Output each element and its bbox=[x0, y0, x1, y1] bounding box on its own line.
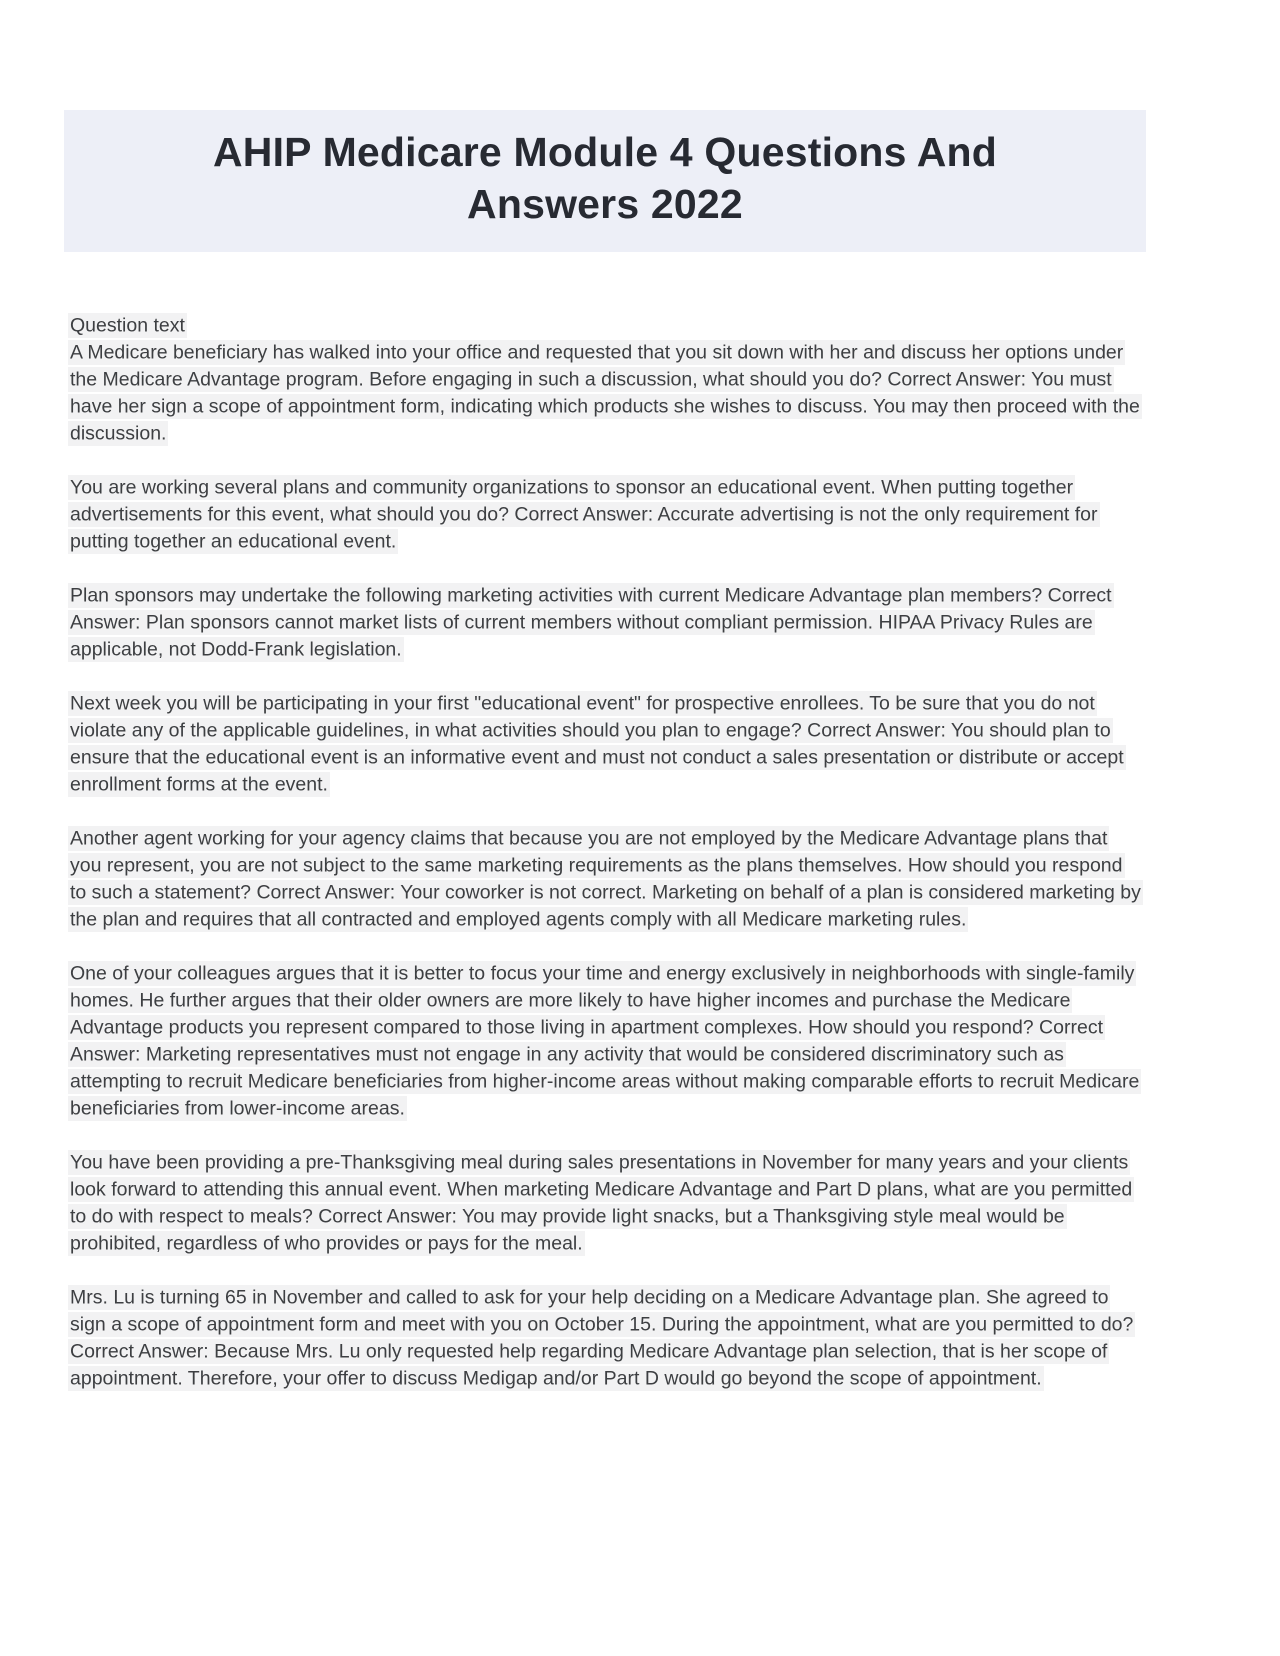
qa-paragraph bbox=[68, 960, 1144, 1122]
highlighted-text: You are working several plans and community organizations to sponsor an educational event. When putting together advertisements for this event, what should you do? Correct Answer: Accurate advertising is not the only requirement for putting together an educational event. bbox=[70, 476, 1098, 552]
qa-paragraph bbox=[68, 339, 1144, 447]
highlighted-text: You have been providing a pre-Thanksgiving meal during sales presentations in November for many years and your clients look forward to attending this annual event. When marketing Medicare Advantage and Part D plans, what are you permitted to do with respect to meals? Correct Answer: You may provide light snacks, but a Thanksgiving style meal would be prohibited, regardless of who provides or pays for the meal. bbox=[70, 1151, 1133, 1254]
paragraph-list bbox=[68, 339, 1144, 1392]
highlighted-text: Plan sponsors may undertake the following marketing activities with current Medicare Advantage plan members? Correct Answer: Plan sponsors cannot market lists of current members without compliant permission. HIPAA Privacy Rules are applicable, not Dodd-Frank legislation. bbox=[70, 584, 1112, 660]
qa-paragraph bbox=[68, 1284, 1144, 1392]
qa-paragraph bbox=[68, 582, 1144, 663]
highlighted-text: Another agent working for your agency claims that because you are not employed by the Medicare Advantage plans that you represent, you are not subject to the same marketing requirements as the plans themselves. How should you respond to such a statement? Correct Answer: Your coworker is not correct. Marketing on behalf of a plan is considered marketing by the plan and requires that all contracted and employed agents comply with all Medicare marketing rules. bbox=[70, 827, 1141, 930]
document-title-block bbox=[64, 110, 1146, 252]
highlighted-text: One of your colleagues argues that it is better to focus your time and energy exclusively in neighborhoods with single-family homes. He further argues that their older owners are more likely to have higher incomes and purchase the Medicare Advantage products you represent compared to those living in apartment complexes. How should you respond? Correct Answer: Marketing representatives must not engage in any activity that would be considered discriminatory such as attempting to recruit Medicare beneficiaries from higher-income areas without making comparable efforts to recruit Medicare beneficiaries from lower-income areas. bbox=[70, 962, 1140, 1119]
highlighted-text: Mrs. Lu is turning 65 in November and called to ask for your help deciding on a Medicare Advantage plan. She agreed to sign a scope of appointment form and meet with you on October 15. During the appointment, what are you permitted to do? Correct Answer: Because Mrs. Lu only requested help regarding Medicare Advantage plan selection, that is her scope of appointment. Therefore, your offer to discuss Medigap and/or Part D would go beyond the scope of appointment. bbox=[70, 1286, 1134, 1389]
document-body bbox=[68, 312, 1144, 1392]
highlighted-text: Next week you will be participating in your first "educational event" for prospective enrollees. To be sure that you do not violate any of the applicable guidelines, in what activities should you plan to engage? Correct Answer: You should plan to ensure that the educational event is an informative event and must not conduct a sales presentation or distribute or accept enrollment forms at the event. bbox=[70, 692, 1124, 795]
qa-paragraph bbox=[68, 690, 1144, 798]
qa-paragraph bbox=[68, 1149, 1144, 1257]
document-title: AHIP Medicare Module 4 Questions And Answers 2022 bbox=[212, 129, 998, 227]
qa-paragraph bbox=[68, 474, 1144, 555]
question-text-label-line bbox=[68, 312, 1144, 339]
question-text-label: Question text bbox=[70, 314, 185, 336]
qa-paragraph bbox=[68, 825, 1144, 933]
highlighted-text: A Medicare beneficiary has walked into your office and requested that you sit down with her and discuss her options under the Medicare Advantage program. Before engaging in such a discussion, what should you do? Correct Answer: You must have her sign a scope of appointment form, indicating which products she wishes to discuss. You may then proceed with the discussion. bbox=[70, 341, 1140, 444]
